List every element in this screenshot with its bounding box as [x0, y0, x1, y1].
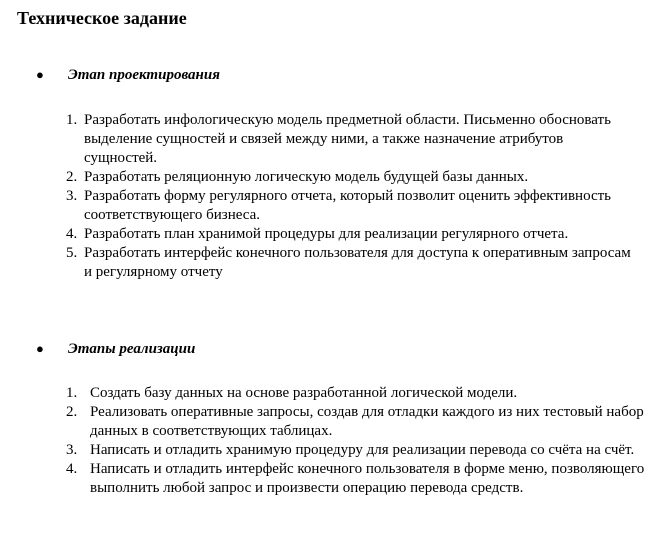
list-item-number: 4. — [66, 226, 78, 242]
list-item-number: 2. — [66, 404, 78, 420]
list-item-text: Написать и отладить интерфейс конечного пользователя в форме меню, позволяющего выполнить любой запрос и произвести операцию перевода средств. — [90, 461, 645, 496]
list-item-text: Реализовать оперативные запросы, создав для отладки каждого из них тестовый набор данных в соответствующих таблицах. — [90, 404, 644, 439]
list-item — [66, 225, 631, 244]
list-item-number: 1. — [66, 385, 78, 401]
section-heading-implementation — [36, 340, 195, 358]
bullet-icon: ● — [36, 341, 44, 356]
list-item-text: Разработать инфологическую модель предметной области. Письменно обосновать выделение сущностей и связей между ними, а также назначение атрибутов сущностей. — [84, 112, 611, 166]
list-item — [66, 460, 658, 498]
list-item — [66, 403, 658, 441]
section-heading-design — [36, 66, 220, 84]
section-heading-text: Этапы реализации — [68, 341, 196, 357]
list-item — [66, 111, 631, 168]
design-steps-list — [66, 111, 631, 282]
list-item — [66, 168, 631, 187]
list-item-text: Разработать реляционную логическую модель будущей базы данных. — [84, 169, 529, 185]
list-item-number: 2. — [66, 169, 78, 185]
list-item-number: 3. — [66, 442, 78, 458]
list-item — [66, 441, 658, 460]
list-item-text: Разработать форму регулярного отчета, который позволит оценить эффективность соответствующего бизнеса. — [84, 188, 611, 223]
document-title: Техническое задание — [17, 8, 187, 28]
implementation-steps-list — [66, 384, 658, 498]
list-item-number: 1. — [66, 112, 78, 128]
list-item-number: 4. — [66, 461, 78, 477]
list-item — [66, 384, 658, 403]
section-heading-text: Этап проектирования — [68, 67, 220, 83]
list-item-number: 3. — [66, 188, 78, 204]
list-item-text: Создать базу данных на основе разработанной логической модели. — [90, 385, 518, 401]
list-item-number: 5. — [66, 245, 78, 261]
list-item — [66, 244, 631, 282]
list-item-text: Написать и отладить хранимую процедуру для реализации перевода со счёта на счёт. — [90, 442, 635, 458]
list-item — [66, 187, 631, 225]
list-item-text: Разработать план хранимой процедуры для реализации регулярного отчета. — [84, 226, 569, 242]
bullet-icon: ● — [36, 67, 44, 82]
list-item-text: Разработать интерфейс конечного пользователя для доступа к оперативным запросам и регулярному отчету — [84, 245, 631, 280]
